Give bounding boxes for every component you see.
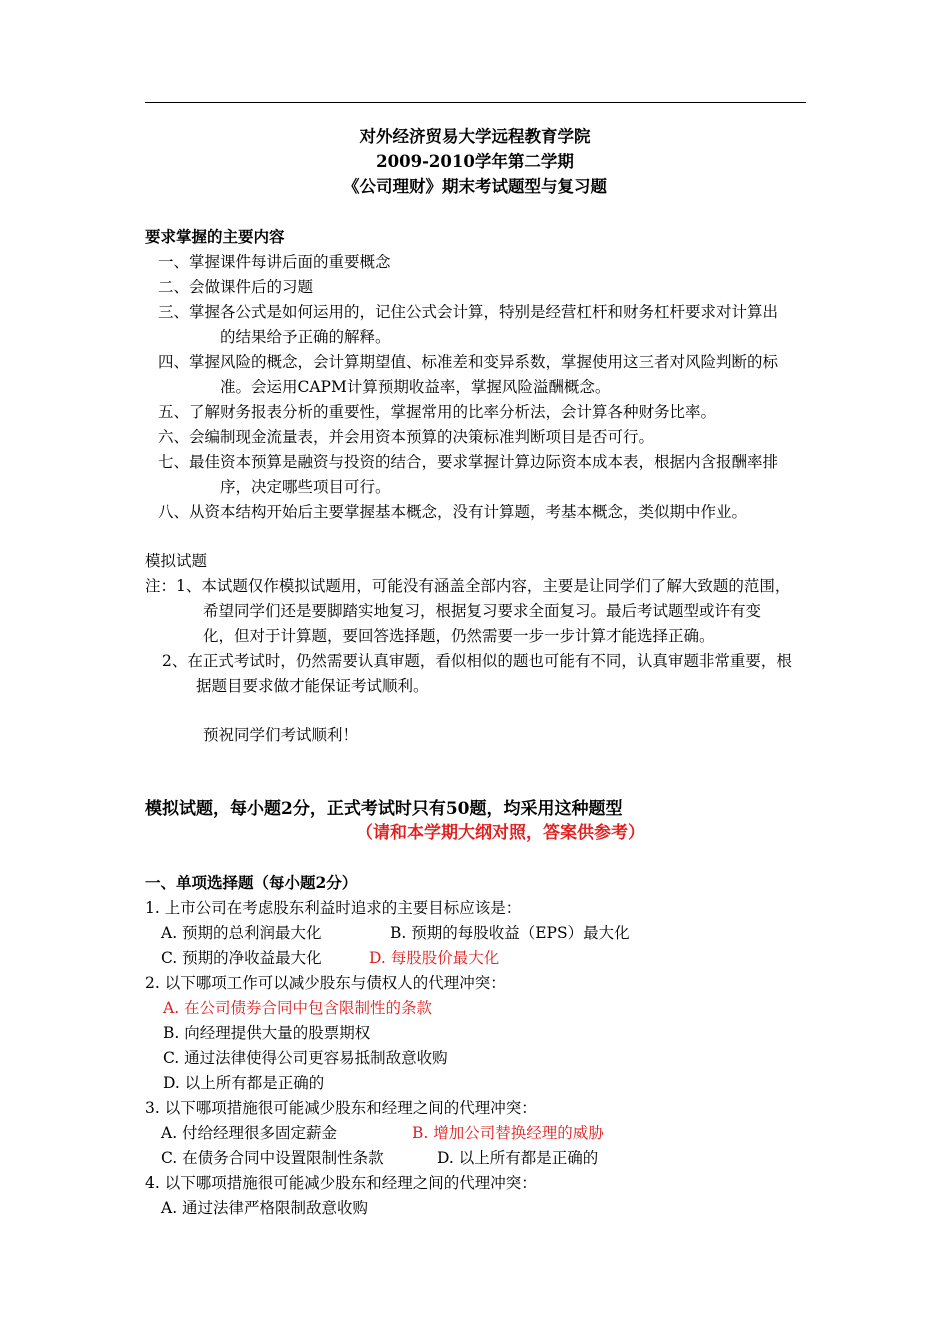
question-option: B. 向经理提供大量的股票期权: [163, 1024, 371, 1042]
question-option-answer: D. 每股股价最大化: [369, 949, 500, 967]
question-option: B. 预期的每股收益（EPS）最大化: [390, 924, 630, 942]
requirement-item: 四、掌握风险的概念，会计算期望值、标准差和变异系数，掌握使用这三者对风险判断的标: [158, 353, 779, 371]
question-option: D. 以上所有都是正确的: [163, 1074, 325, 1092]
question-option: A. 通过法律严格限制敌意收购: [161, 1199, 369, 1217]
requirements-heading: 要求掌握的主要内容: [145, 227, 285, 246]
question-option: A. 预期的总利润最大化: [161, 924, 322, 942]
mock-note-cont: 希望同学们还是要脚踏实地复习，根据复习要求全面复习。最后考试题型或许有变: [203, 602, 762, 620]
mock-note: 2、在正式考试时，仍然需要认真审题，看似相似的题也可能有不同，认真审题非常重要，根: [162, 652, 792, 670]
institution-title: 对外经济贸易大学远程教育学院: [359, 127, 591, 146]
requirement-item: 六、会编制现金流量表，并会用资本预算的决策标准判断项目是否可行。: [158, 428, 655, 446]
mock-note-cont: 据题目要求做才能保证考试顺利。: [196, 677, 429, 695]
section-title: 一、单项选择题（每小题2分）: [145, 873, 358, 892]
question-stem: 2. 以下哪项工作可以减少股东与债权人的代理冲突：: [145, 974, 506, 992]
requirement-item-cont: 序，决定哪些项目可行。: [220, 478, 391, 496]
requirement-item: 三、掌握各公式是如何运用的，记住公式会计算，特别是经营杠杆和财务杠杆要求对计算出: [158, 303, 779, 321]
mock-heading: 模拟试题: [145, 552, 208, 570]
mock-note-cont: 化，但对于计算题，要回答选择题，仍然需要一步一步计算才能选择正确。: [203, 627, 715, 645]
question-option-answer: B. 增加公司替换经理的威胁: [412, 1124, 604, 1142]
question-option: D. 以上所有都是正确的: [437, 1149, 599, 1167]
term-title: 2009-2010学年第二学期: [376, 152, 574, 171]
requirement-item: 八、从资本结构开始后主要掌握基本概念，没有计算题，考基本概念，类似期中作业。: [158, 503, 748, 521]
requirement-item: 七、最佳资本预算是融资与投资的结合，要求掌握计算边际资本成本表，根据内含报酬率排: [158, 453, 779, 471]
exam-subheading: （请和本学期大纲对照，答案供参考）: [356, 823, 645, 843]
question-option: A. 付给经理很多固定薪金: [161, 1124, 338, 1142]
question-option: C. 在债务合同中设置限制性条款: [161, 1149, 384, 1167]
requirement-item: 一、掌握课件每讲后面的重要概念: [158, 253, 391, 271]
exam-heading: 模拟试题，每小题2分，正式考试时只有50题，均采用这种题型: [145, 799, 623, 819]
requirement-item: 五、了解财务报表分析的重要性，掌握常用的比率分析法，会计算各种财务比率。: [158, 403, 717, 421]
question-option: C. 预期的净收益最大化: [161, 949, 322, 967]
wish-text: 预祝同学们考试顺利！: [203, 726, 359, 744]
top-rule: [145, 102, 806, 103]
question-stem: 1. 上市公司在考虑股东利益时追求的主要目标应该是：: [145, 899, 522, 917]
question-option: C. 通过法律使得公司更容易抵制敌意收购: [163, 1049, 448, 1067]
question-stem: 3. 以下哪项措施很可能减少股东和经理之间的代理冲突：: [145, 1099, 537, 1117]
document-title: 《公司理财》期末考试题型与复习题: [343, 177, 607, 196]
question-option-answer: A. 在公司债券合同中包含限制性的条款: [163, 999, 433, 1017]
question-stem: 4. 以下哪项措施很可能减少股东和经理之间的代理冲突：: [145, 1174, 537, 1192]
requirement-item: 二、会做课件后的习题: [158, 278, 314, 296]
mock-note: 注：1、本试题仅作模拟试题用，可能没有涵盖全部内容，主要是让同学们了解大致题的范围，: [145, 577, 791, 595]
requirement-item-cont: 的结果给予正确的解释。: [220, 328, 391, 346]
requirement-item-cont: 准。会运用CAPM计算预期收益率，掌握风险溢酬概念。: [220, 378, 611, 396]
